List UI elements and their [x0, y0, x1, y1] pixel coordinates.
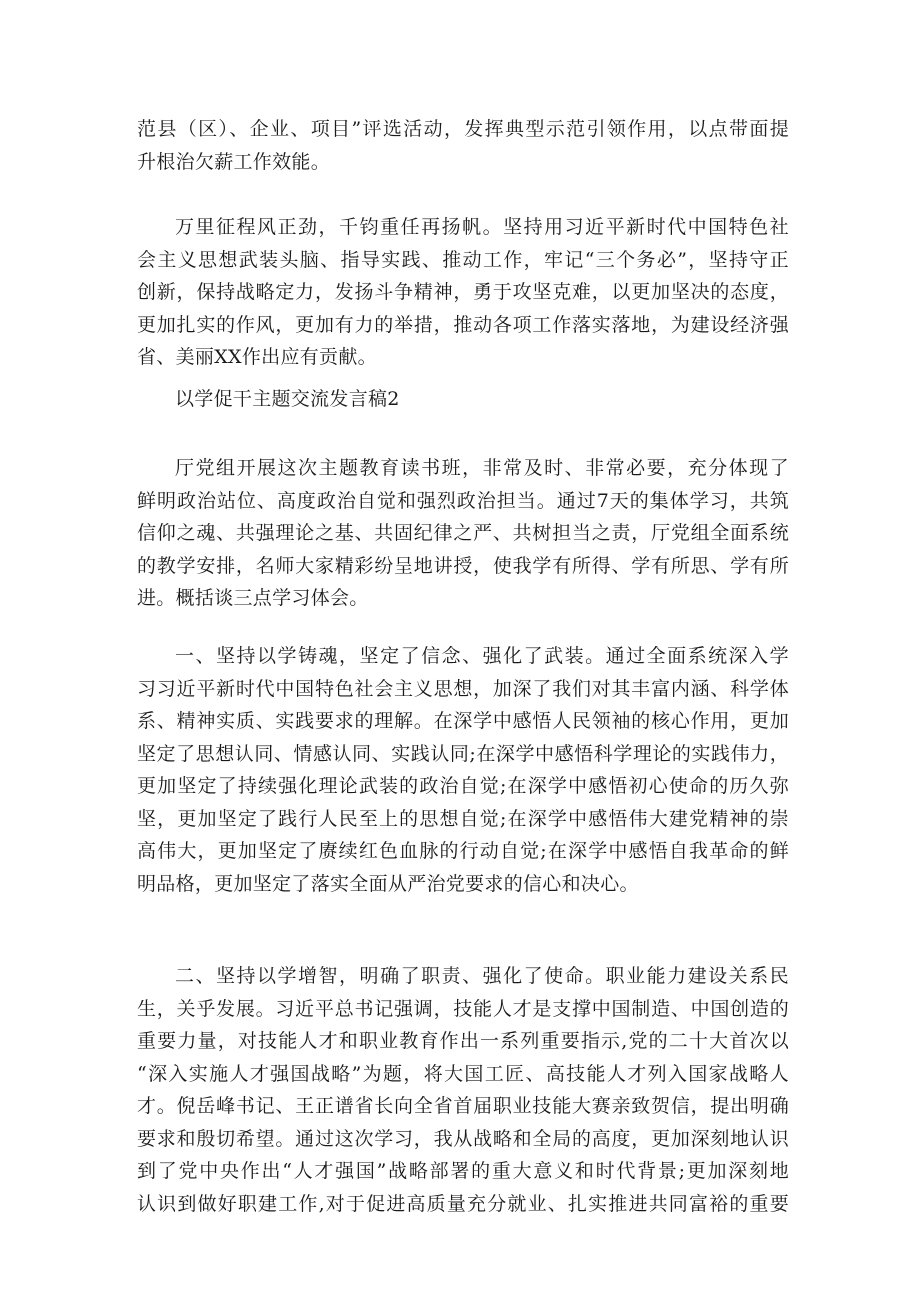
text-line: 范县（区）、企业、项目”评选活动，发挥典型示范引领作用，以点带面提: [137, 118, 789, 140]
text-line: 重要力量，对技能人才和职业教育作出一系列重要指示,党的二十大首次以: [137, 1030, 789, 1052]
paragraph-continued: [137, 113, 789, 178]
text-line: 才。倪岳峰书记、王正谱省长向全省首届职业技能大赛亲致贺信，提出明确: [137, 1095, 789, 1117]
text-line: 万里征程风正劲，千钧重任再扬帆。坚持用习近平新时代中国特色社: [175, 216, 789, 238]
text-line: 习习近平新时代中国特色社会主义思想，加深了我们对其丰富内涵、科学体: [137, 677, 789, 700]
paragraph-point-one: [137, 640, 789, 900]
text-line: 坚定了思想认同、情感认同、实践认同;在深学中感悟科学理论的实践伟力，: [137, 742, 789, 765]
paragraph-intro: [137, 452, 789, 615]
text-line: 更加坚定了持续强化理论武装的政治自觉;在深学中感悟初心使命的历久弥: [137, 775, 789, 797]
text-line: 坚，更加坚定了践行人民至上的思想自觉;在深学中感悟伟大建党精神的崇: [137, 807, 789, 830]
text-line: 创新，保持战略定力，发扬斗争精神，勇于攻坚克难，以更加坚决的态度，: [137, 281, 789, 303]
section-heading: 以学促干主题交流发言稿2: [175, 388, 400, 410]
text-line: 生，关乎发展。习近平总书记强调，技能人才是支撑中国制造、中国创造的: [137, 997, 789, 1020]
text-line: 认识到做好职建工作,对于促进高质量充分就业、扎实推进共同富裕的重要: [137, 1192, 789, 1215]
text-line: 升根治欠薪工作效能。: [137, 150, 331, 173]
text-line: 鲜明政治站位、高度政治自觉和强烈政治担当。通过7天的集体学习，共筑: [137, 489, 789, 512]
text-line: “深入实施人才强国战略”为题，将大国工匠、高技能人才列入国家战略人: [137, 1062, 789, 1085]
text-line: 会主义思想武装头脑、指导实践、推动工作，牢记“三个务必”，坚持守正: [137, 248, 789, 271]
text-line: 明品格，更加坚定了落实全面从严治党要求的信心和决心。: [137, 872, 639, 895]
paragraph-point-two: [137, 960, 789, 1220]
text-line: 高伟大，更加坚定了赓续红色血脉的行动自觉;在深学中感悟自我革命的鲜: [137, 840, 789, 862]
text-line: 系、精神实质、实践要求的理解。在深学中感悟人民领袖的核心作用，更加: [137, 710, 789, 732]
text-line: 更加扎实的作风，更加有力的举措，推动各项工作落实落地，为建设经济强: [137, 313, 789, 336]
text-line: 的教学安排，名师大家精彩纷呈地讲授，使我学有所得、学有所思、学有所: [137, 554, 789, 577]
text-line: 二、坚持以学增智，明确了职责、强化了使命。职业能力建设关系民: [175, 965, 789, 987]
text-line: 要求和殷切希望。通过这次学习，我从战略和全局的高度，更加深刻地认识: [137, 1127, 789, 1150]
text-line: 到了党中央作出“人才强国”战略部署的重大意义和时代背景;更加深刻地: [137, 1160, 789, 1182]
paragraph-closing: [137, 211, 789, 374]
text-line: 进。概括谈三点学习体会。: [137, 587, 369, 609]
text-line: 信仰之魂、共强理论之基、共固纪律之严、共树担当之责，厅党组全面系统: [137, 522, 789, 544]
text-line: 一、坚持以学铸魂，坚定了信念、强化了武装。通过全面系统深入学: [175, 645, 789, 667]
text-line: 省、美丽XX作出应有贡献。: [137, 346, 377, 368]
text-line: 厅党组开展这次主题教育读书班，非常及时、非常必要，充分体现了: [175, 457, 789, 479]
